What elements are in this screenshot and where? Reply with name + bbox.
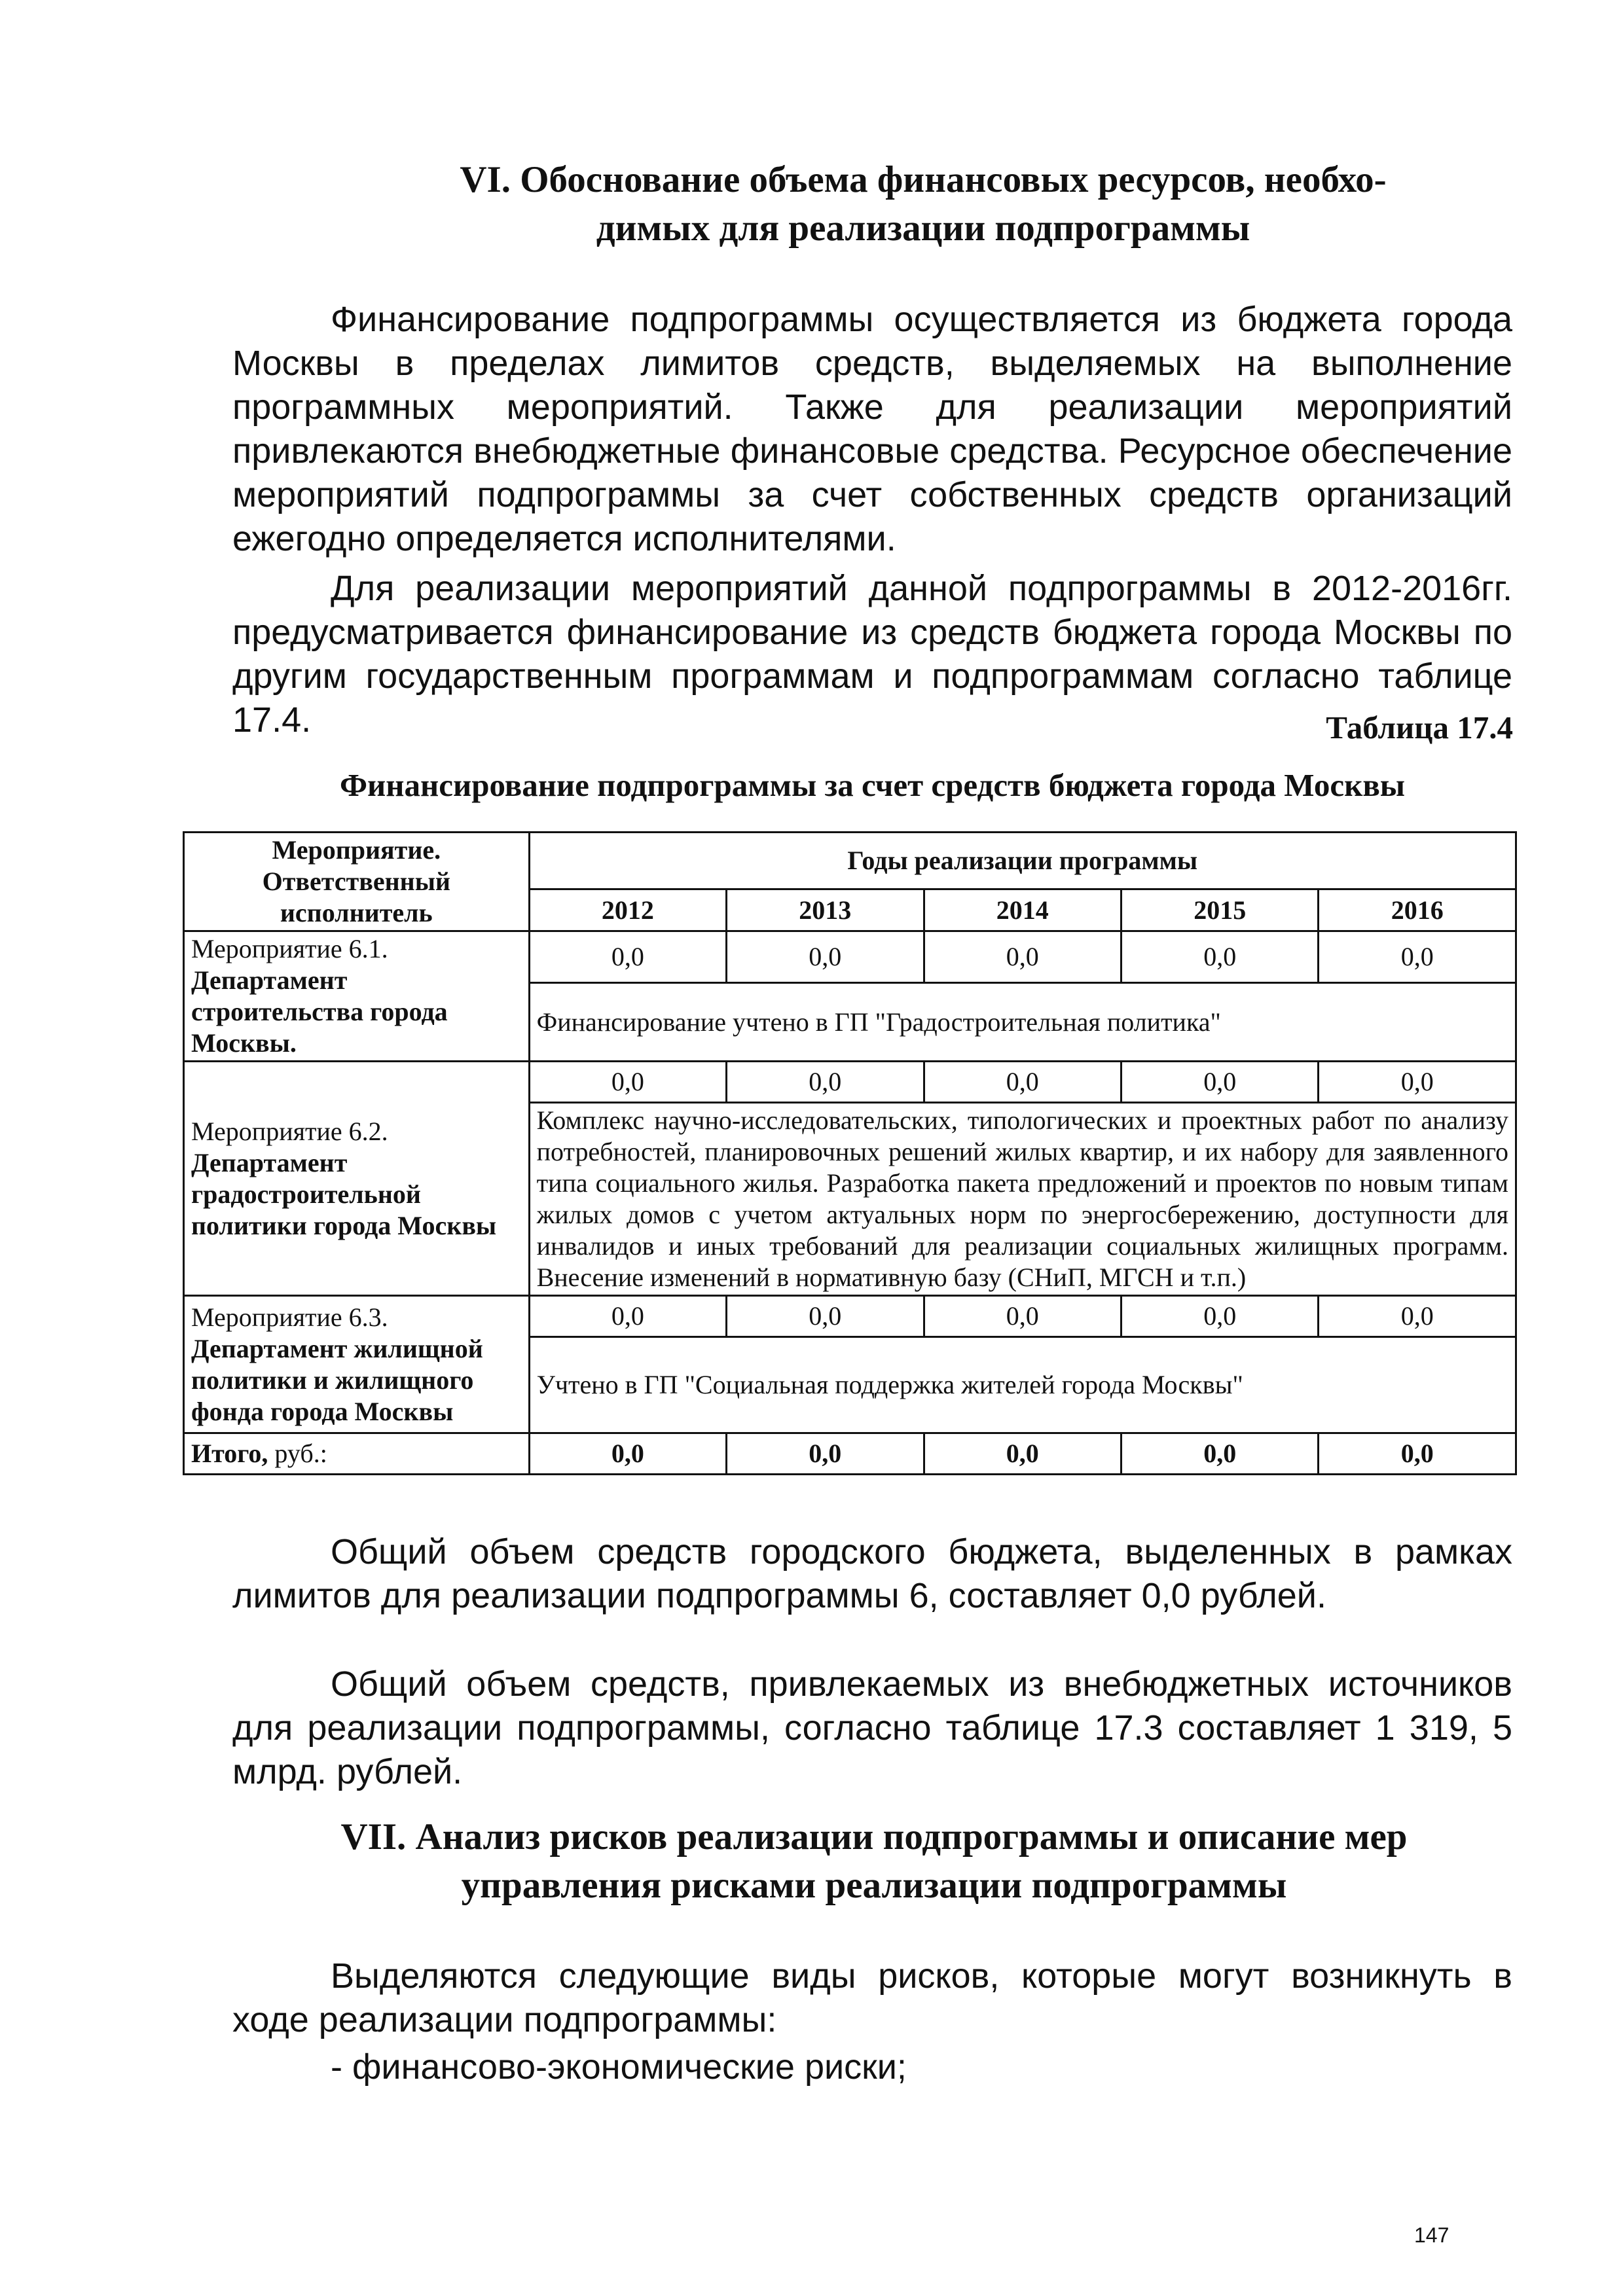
total-label: Итого, <box>191 1439 268 1468</box>
value-cell: 0,0 <box>924 1296 1121 1337</box>
section-7-heading <box>232 1813 1516 1910</box>
header-activity-line1: Мероприятие. <box>272 835 441 865</box>
section-6-heading-line2: димых для реализации подпрограммы <box>596 207 1250 249</box>
table-header-row <box>184 833 1516 889</box>
total-value-cell: 0,0 <box>1122 1433 1319 1475</box>
table-title: Финансирование подпрограммы за счет средств бюджета города Москвы <box>339 767 1406 803</box>
paragraph-extrabudgetary-total: Общий объем средств, привлекаемых из внебюджетных источников для реализации подпрограммы, согласно таблице 17.3 составляет 1 319, 5 млрд. рублей. <box>232 1664 1512 1791</box>
paragraph-risk-types: Выделяются следующие виды рисков, которые могут возникнуть в ходе реализации подпрограммы: <box>232 1956 1512 2039</box>
value-cell: 0,0 <box>1122 931 1319 983</box>
header-activity-line2: Ответственный <box>262 867 450 896</box>
value-cell: 0,0 <box>1122 1062 1319 1103</box>
value-cell: 0,0 <box>727 1296 924 1337</box>
activity-6-2-prefix: Мероприятие 6.2. <box>191 1116 388 1146</box>
activity-6-3-cell <box>184 1296 530 1433</box>
activity-6-3-prefix: Мероприятие 6.3. <box>191 1302 388 1332</box>
table-row <box>184 1062 1516 1103</box>
total-label-cell <box>184 1433 530 1475</box>
table-row <box>184 931 1516 983</box>
section-7-heading-line1: VII. Анализ рисков реализации подпрограммы и описание мер <box>340 1816 1408 1857</box>
header-year-2013: 2013 <box>727 889 924 931</box>
activity-6-1-department: Департамент строительства города Москвы. <box>191 965 448 1058</box>
total-value-cell: 0,0 <box>1319 1433 1516 1475</box>
activity-6-1-note: Финансирование учтено в ГП "Градостроительная политика" <box>529 983 1516 1062</box>
header-year-2012: 2012 <box>529 889 726 931</box>
paragraph-city-budget-total: Общий объем средств городского бюджета, выделенных в рамках лимитов для реализации подпрограммы 6, составляет 0,0 рублей. <box>232 1532 1512 1615</box>
value-cell: 0,0 <box>1319 1062 1516 1103</box>
activity-6-2-department: Департамент градостроительной политики города Москвы <box>191 1147 497 1240</box>
header-activity-line3: исполнитель <box>280 898 433 927</box>
activity-6-3-note: Учтено в ГП "Социальная поддержка жителей города Москвы" <box>529 1337 1516 1433</box>
value-cell: 0,0 <box>529 1062 726 1103</box>
paragraph-financing-sources: Финансирование подпрограммы осуществляется из бюджета города Москвы в пределах лимитов средств, выделяемых на выполнение программных мероприятий. Также для реализации мероприятий привлекаются внебюджетные финансовые средства. Ресурсное обеспечение мероприятий подпрограммы за счет собственных средств организаций ежегодно определяется исполнителями. <box>232 300 1512 558</box>
activity-6-1-prefix: Мероприятие 6.1. <box>191 934 388 963</box>
value-cell: 0,0 <box>529 931 726 983</box>
activity-6-1-cell <box>184 931 530 1062</box>
value-cell: 0,0 <box>727 1062 924 1103</box>
value-cell: 0,0 <box>924 931 1121 983</box>
value-cell: 0,0 <box>1319 931 1516 983</box>
value-cell: 0,0 <box>1122 1296 1319 1337</box>
page-number: 147 <box>1414 2223 1450 2247</box>
risk-list-item: - финансово-экономические риски; <box>331 2047 907 2087</box>
activity-6-2-note: Комплекс научно-исследовательских, типологических и проектных работ по анализу потребностей, планировочных решений жилых квартир, и их набору для заявленного типа социального жилья. Разработка пакета предложений и проектов по новым типам жилых домов с учетом актуальных норм по энергосбережению, доступности для инвалидов и иных требований для реализации социальных жилищных программ. Внесение изменений в нормативную базу (СНиП, МГСН и т.п.) <box>529 1103 1516 1296</box>
header-year-2016: 2016 <box>1319 889 1516 931</box>
activity-6-2-cell <box>184 1062 530 1296</box>
table-row <box>184 1296 1516 1337</box>
value-cell: 0,0 <box>1319 1296 1516 1337</box>
total-value-cell: 0,0 <box>529 1433 726 1475</box>
financing-table <box>183 831 1517 1475</box>
section-7-heading-line2: управления рисками реализации подпрограммы <box>461 1865 1287 1906</box>
total-value-cell: 0,0 <box>924 1433 1121 1475</box>
header-years-title: Годы реализации программы <box>529 833 1516 889</box>
value-cell: 0,0 <box>924 1062 1121 1103</box>
total-value-cell: 0,0 <box>727 1433 924 1475</box>
section-6-heading <box>308 156 1539 253</box>
header-year-2014: 2014 <box>924 889 1121 931</box>
table-total-row <box>184 1433 1516 1475</box>
header-year-2015: 2015 <box>1122 889 1319 931</box>
header-activity-cell <box>184 833 530 931</box>
total-unit: руб.: <box>268 1439 327 1468</box>
section-6-heading-line1: VI. Обоснование объема финансовых ресурсов, необхо- <box>460 159 1387 200</box>
value-cell: 0,0 <box>727 931 924 983</box>
table-label: Таблица 17.4 <box>1326 709 1513 745</box>
value-cell: 0,0 <box>529 1296 726 1337</box>
paragraph-financing-plan: Для реализации мероприятий данной подпрограммы в 2012-2016гг. предусматривается финансирование из средств бюджета города Москвы по другим государственным программам и подпрограммам согласно таблице 17.4. <box>232 569 1512 740</box>
activity-6-3-department: Департамент жилищной политики и жилищного фонда города Москвы <box>191 1333 483 1426</box>
